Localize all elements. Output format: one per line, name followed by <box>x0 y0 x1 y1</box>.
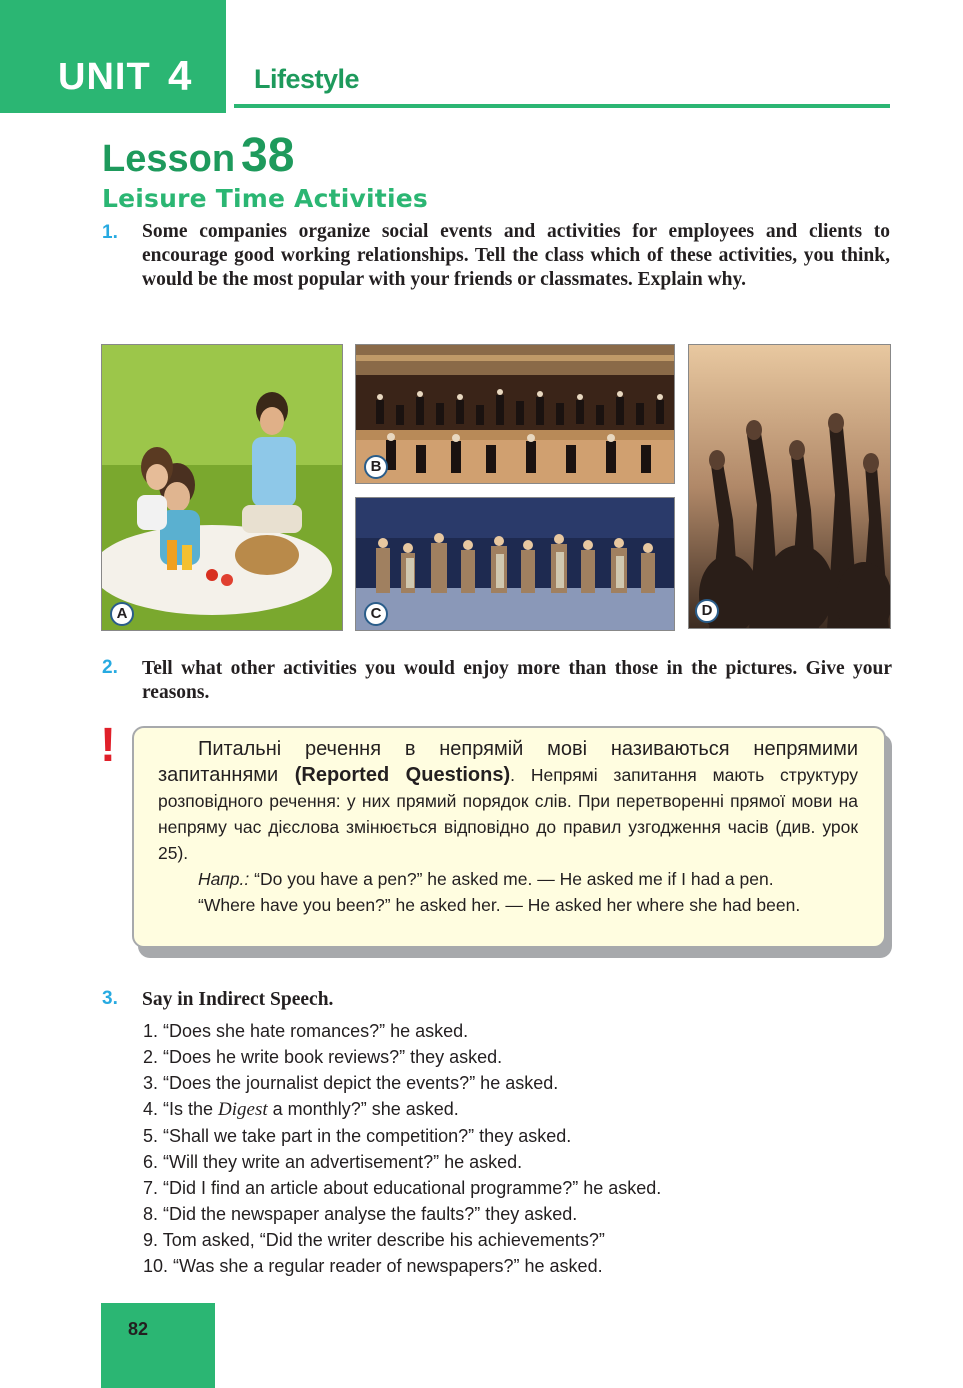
exercise-3-number: 3. <box>102 988 118 1009</box>
photo-label-d: D <box>695 599 719 623</box>
note-text-end: . Непрямі запитання мають структуру розповідного речення: у них прямий порядок слів. При перетворенні прямої мови на непряму час дієслова змінюється відповідно до правил узгодження часів (див. урок 25). <box>158 765 859 863</box>
list-item: 7. “Did I find an article about educational programme?” he asked. <box>143 1178 662 1198</box>
list-item: 6. “Will they write an advertisement?” he asked. <box>143 1152 523 1172</box>
list-item <box>143 1096 661 1123</box>
warning-icon: ! <box>100 719 116 772</box>
section-title: Lifestyle <box>254 64 360 94</box>
note-term: (Reported Questions) <box>294 764 511 786</box>
list-item: 2. “Does he write book reviews?” they asked. <box>143 1047 503 1067</box>
list-item: 3. “Does the journalist depict the events?” he asked. <box>143 1073 559 1093</box>
photo-label-a: A <box>110 602 134 626</box>
exercise-3-title: Say in Indirect Speech. <box>142 989 334 1010</box>
exercise-3-list <box>143 1018 661 1279</box>
list-item: 1. “Does she hate romances?” he asked. <box>143 1021 469 1041</box>
list-item: 9. Tom asked, “Did the writer describe his achievements?” <box>143 1230 605 1250</box>
list-item-end: a monthly?” she asked. <box>267 1099 459 1119</box>
lesson-subtitle: Leisure Time Activities <box>102 184 428 213</box>
unit-label: UNIT <box>58 56 151 98</box>
exercise-1-text: Some companies organize social events and activities for employees and clients to encourage good working relationships. Tell the class which of these activities, you think, would be the most popular with your friends or classmates. Explain why. <box>142 221 890 290</box>
list-item: 10. “Was she a regular reader of newspapers?” he asked. <box>143 1256 603 1276</box>
photo-picnic <box>101 344 343 631</box>
photo-orchestra <box>355 344 675 484</box>
list-item: 5. “Shall we take part in the competition?” they asked. <box>143 1126 572 1146</box>
list-item-italic: Digest <box>218 1099 268 1120</box>
example-label: Напр.: <box>198 869 250 889</box>
example-1: “Do you have a pen?” he asked me. — He asked me if I had a pen. <box>249 869 774 889</box>
lesson-title <box>102 128 294 183</box>
exercise-2-number: 2. <box>102 657 118 678</box>
unit-number: 4 <box>168 52 192 99</box>
lesson-number: 38 <box>241 129 295 182</box>
photo-label-b: B <box>364 455 388 479</box>
grammar-note <box>132 726 886 948</box>
list-item-start: 4. “Is the <box>143 1099 219 1119</box>
note-text-start: Питальні речення в непрямій мові називаються непрямими запитаннями <box>158 738 858 786</box>
header-rule <box>234 104 890 108</box>
lesson-word: Lesson <box>102 138 236 180</box>
page-number: 82 <box>128 1319 149 1339</box>
list-item: 8. “Did the newspaper analyse the faults?” they asked. <box>143 1204 578 1224</box>
example-2: “Where have you been?” he asked her. — He asked her where she had been. <box>198 895 801 915</box>
photo-theatre <box>355 497 675 631</box>
page-number-box <box>101 1303 215 1388</box>
exercise-1-number: 1. <box>102 222 118 243</box>
photo-concert <box>688 344 891 629</box>
photo-label-c: C <box>364 602 388 626</box>
exercise-2-text: Tell what other activities you would enjoy more than those in the pictures. Give your reasons. <box>142 658 892 703</box>
